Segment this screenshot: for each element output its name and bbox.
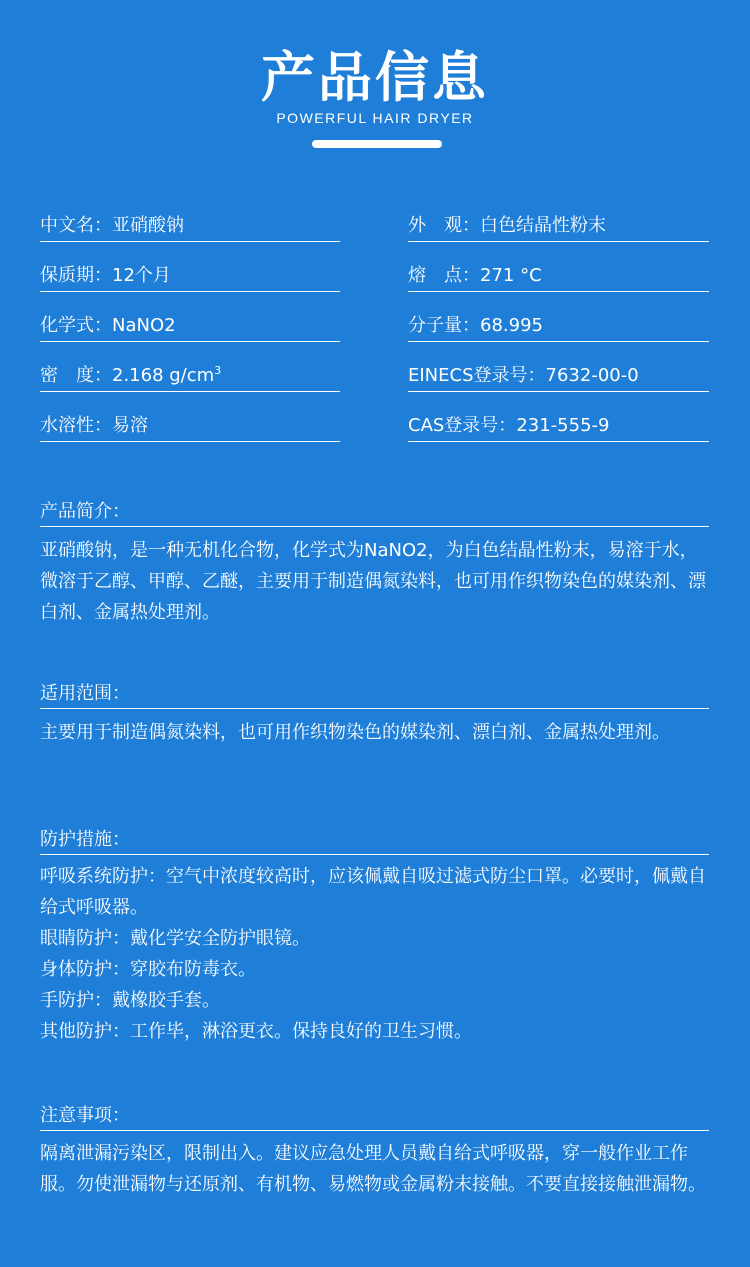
spec-shelf-life [40,261,340,292]
spec-label: 中文名： [40,215,112,236]
protection-body [40,861,712,1047]
spec-label: 熔 点： [408,265,480,286]
spec-value: 231-555-9 [516,415,610,436]
spec-value: 2.168 g/cm [112,365,215,386]
spec-value: 亚硝酸钠 [112,215,184,236]
protection-hands: 手防护：戴橡胶手套。 [40,990,220,1011]
spec-molecular-weight [408,311,709,342]
title-underline-bar [312,140,442,148]
spec-density [40,361,340,392]
spec-melting-point [408,261,709,292]
spec-label: 化学式： [40,315,112,336]
spec-value: 12个月 [112,265,171,286]
usage-heading: 适用范围： [40,680,709,709]
spec-value: 7632-00-0 [545,365,639,386]
spec-label: 分子量： [408,315,480,336]
spec-value: NaNO2 [112,315,176,336]
spec-label: 水溶性： [40,415,112,436]
spec-einecs [408,361,709,392]
intro-body: 亚硝酸钠，是一种无机化合物，化学式为NaNO2，为白色结晶性粉末，易溶于水，微溶于乙醇、甲醇、乙醚，主要用于制造偶氮染料，也可用作织物染色的媒染剂、漂白剂、金属热处理剂。 [40,540,706,623]
intro-heading: 产品简介： [40,498,709,527]
usage-body: 主要用于制造偶氮染料，也可用作织物染色的媒染剂、漂白剂、金属热处理剂。 [40,722,670,743]
spec-label: 外 观： [408,215,480,236]
protection-body-wear: 身体防护：穿胶布防毒衣。 [40,959,256,980]
spec-value-superscript: 3 [214,364,222,377]
protection-respiratory: 呼吸系统防护：空气中浓度较高时，应该佩戴自吸过滤式防尘口罩。必要时，佩戴自给式呼吸器。 [40,866,706,918]
spec-label: CAS登录号： [408,415,517,436]
spec-label: EINECS登录号： [408,365,546,386]
spec-value: 易溶 [112,415,148,436]
spec-solubility [40,411,340,442]
spec-cas [408,411,709,442]
spec-label: 密 度： [40,365,112,386]
spec-value: 68.995 [480,315,543,336]
protection-heading: 防护措施： [40,826,709,855]
spec-chinese-name [40,211,340,242]
spec-value: 白色结晶性粉末 [480,215,606,236]
spec-label: 保质期： [40,265,112,286]
notes-heading: 注意事项： [40,1102,709,1131]
spec-formula [40,311,340,342]
page-title: 产品信息 [261,46,489,109]
protection-eyes: 眼睛防护：戴化学安全防护眼镜。 [40,928,310,949]
page-subtitle: POWERFUL HAIR DRYER [276,110,474,126]
spec-appearance [408,211,709,242]
spec-value: 271 °C [480,265,542,286]
protection-other: 其他防护：工作毕，淋浴更衣。保持良好的卫生习惯。 [40,1021,472,1042]
notes-body: 隔离泄漏污染区，限制出入。建议应急处理人员戴自给式呼吸器，穿一般作业工作服。勿使泄漏物与还原剂、有机物、易燃物或金属粉末接触。不要直接接触泄漏物。 [40,1143,706,1195]
